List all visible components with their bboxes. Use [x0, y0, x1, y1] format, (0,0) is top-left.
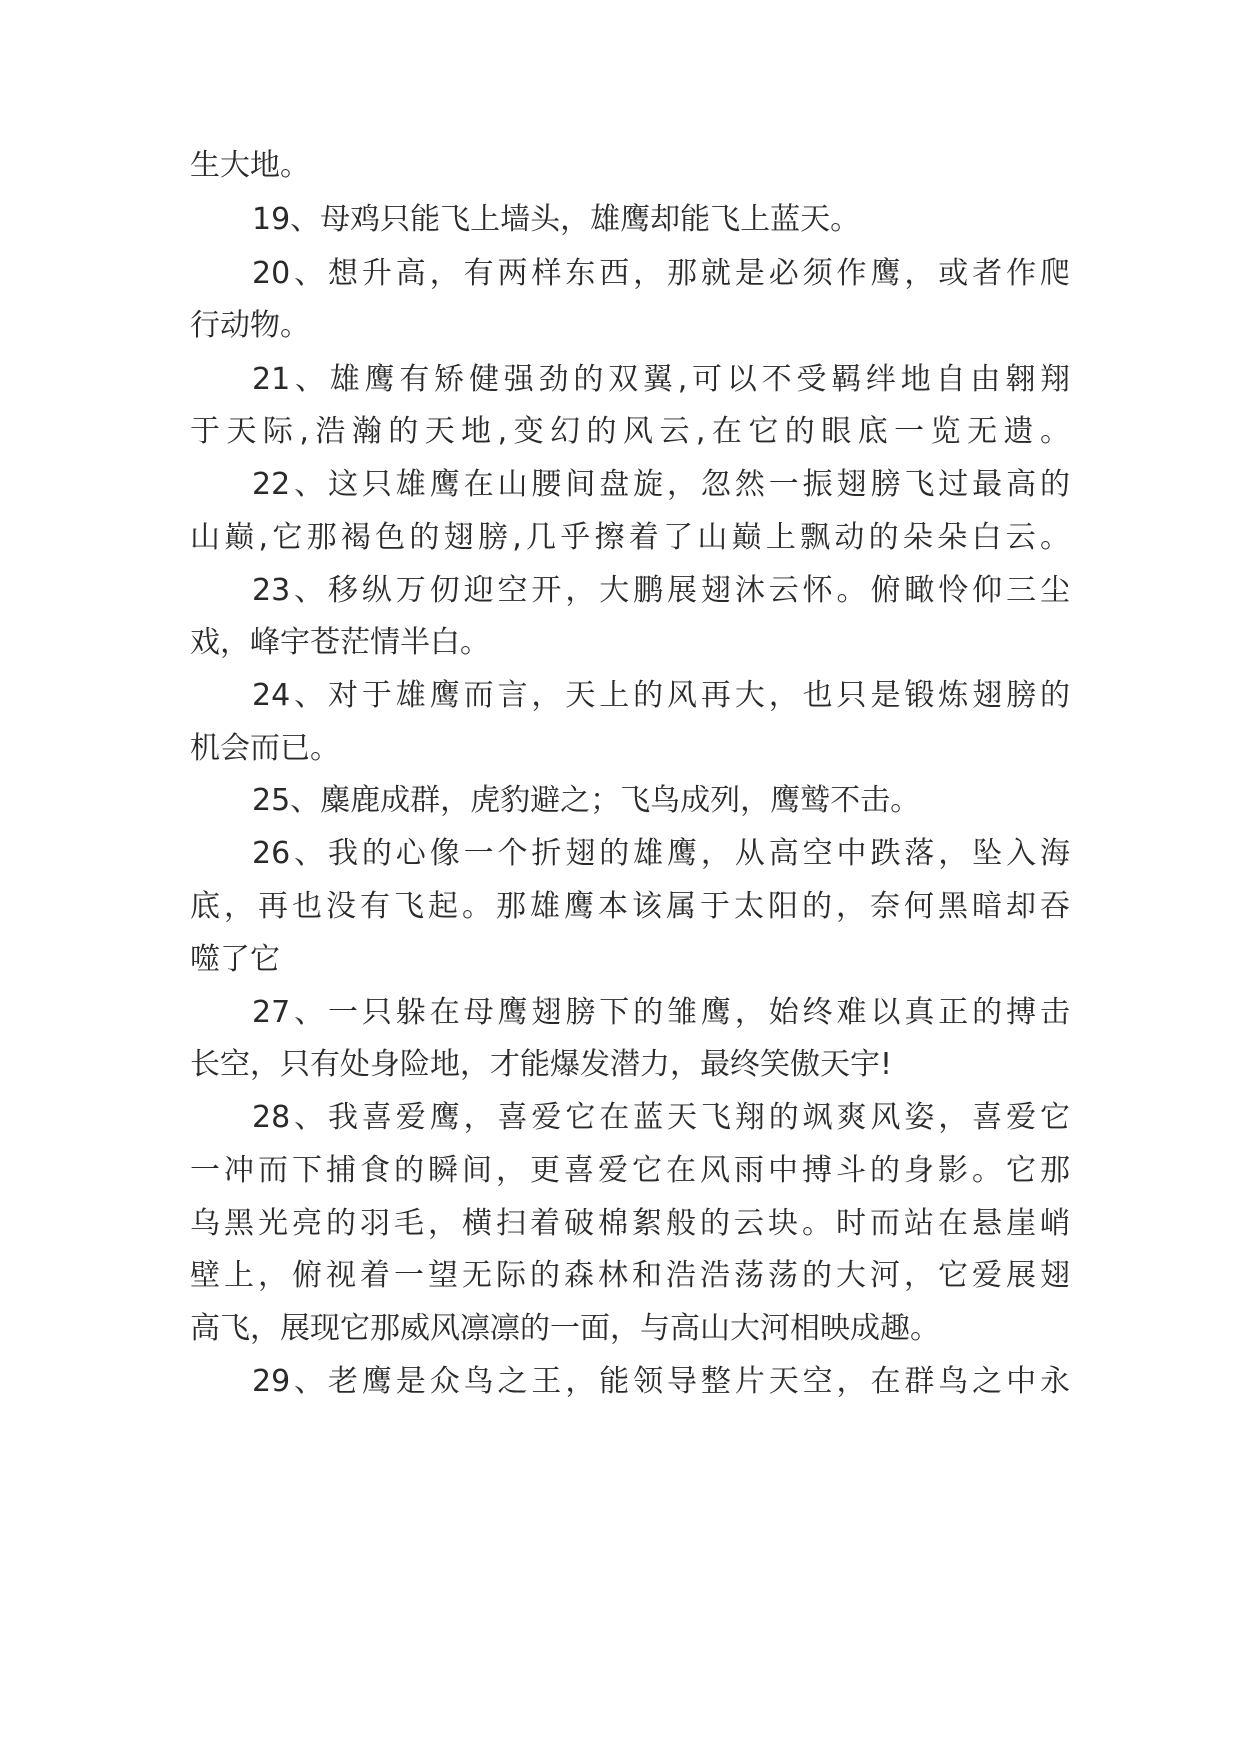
text-line: 于天际,浩瀚的天地,变幻的风云,在它的眼底一览无遗。 — [190, 414, 1070, 449]
text-line: 29、老鹰是众鸟之王，能领导整片天空，在群鸟之中永 — [252, 1364, 1070, 1399]
text-line: 行动物。 — [190, 308, 310, 343]
text-line: 27、一只躲在母鹰翅膀下的雏鹰，始终难以真正的搏击 — [252, 995, 1070, 1030]
text-line: 19、母鸡只能飞上墙头，雄鹰却能飞上蓝天。 — [252, 202, 861, 237]
text-line: 23、移纵万仞迎空开，大鹏展翅沐云怀。俯瞰怜仰三尘 — [252, 573, 1070, 608]
text-line: 28、我喜爱鹰，喜爱它在蓝天飞翔的飒爽风姿，喜爱它 — [252, 1100, 1070, 1135]
text-line: 22、这只雄鹰在山腰间盘旋，忽然一振翅膀飞过最高的 — [252, 467, 1070, 502]
text-line: 乌黑光亮的羽毛，横扫着破棉絮般的云块。时而站在悬崖峭 — [190, 1206, 1070, 1241]
text-line: 生大地。 — [190, 148, 310, 183]
text-line: 24、对于雄鹰而言，天上的风再大，也只是锻炼翅膀的 — [252, 678, 1070, 713]
text-line: 21、雄鹰有矫健强劲的双翼,可以不受羁绊地自由翱翔 — [252, 362, 1070, 397]
text-line: 一冲而下捕食的瞬间，更喜爱它在风雨中搏斗的身影。它那 — [190, 1153, 1070, 1188]
text-line: 20、想升高，有两样东西，那就是必须作鹰，或者作爬 — [252, 256, 1070, 291]
text-line: 高飞，展现它那威风凛凛的一面，与高山大河相映成趣。 — [190, 1311, 940, 1346]
text-line: 25、麋鹿成群，虎豹避之；飞鸟成列，鹰鹫不击。 — [252, 783, 921, 818]
text-line: 噬了它 — [190, 942, 280, 977]
text-line: 戏，峰宇苍茫情半白。 — [190, 625, 490, 660]
text-line: 机会而已。 — [190, 731, 340, 766]
text-line: 26、我的心像一个折翅的雄鹰，从高空中跌落，坠入海 — [252, 836, 1070, 871]
text-line: 壁上，俯视着一望无际的森林和浩浩荡荡的大河，它爱展翅 — [190, 1258, 1070, 1293]
text-line: 长空，只有处身险地，才能爆发潜力，最终笑傲天宇! — [190, 1047, 893, 1082]
text-line: 山巅,它那褐色的翅膀,几乎擦着了山巅上飘动的朵朵白云。 — [190, 520, 1070, 555]
text-line: 底，再也没有飞起。那雄鹰本该属于太阳的，奈何黑暗却吞 — [190, 889, 1070, 924]
